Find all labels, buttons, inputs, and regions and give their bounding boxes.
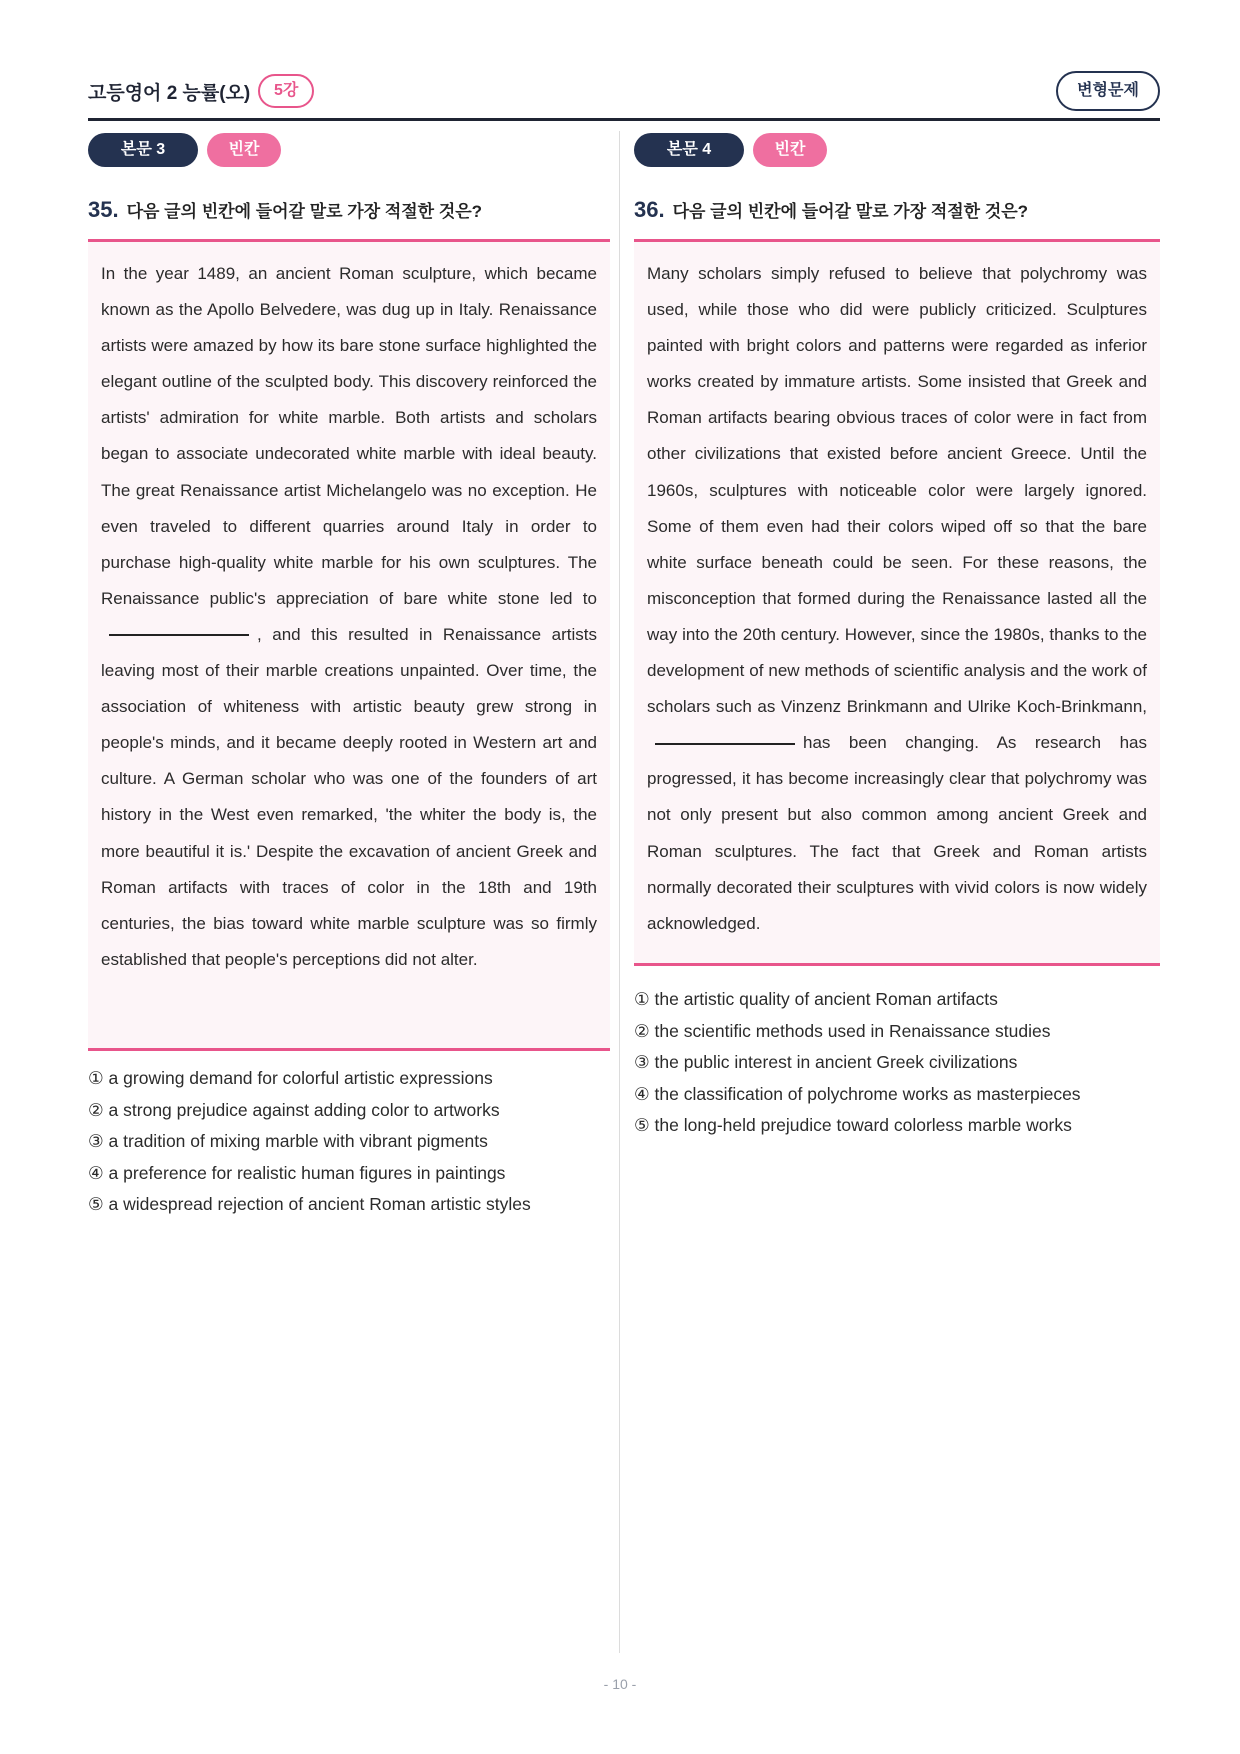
blank-tag: 빈칸	[207, 133, 281, 167]
tag-row	[88, 131, 610, 169]
choice-2[interactable]: ② the scientific methods used in Renaissance studies	[634, 1020, 1051, 1041]
question-prompt: 다음 글의 빈칸에 들어갈 말로 가장 적절한 것은?	[672, 202, 1029, 221]
answer-choices	[88, 1063, 531, 1221]
blank-tag: 빈칸	[753, 133, 827, 167]
passage-text-before: Many scholars simply refused to believe that polychromy was used, while those who did were publicly criticized. Sculptures painted with bright colors and patterns were regarded as inferior works created by immature artists. Some insisted that Greek and Roman artifacts bearing obvious traces of color were in fact from other civilizations that existed before ancient Greece. Until the 1960s, sculptures with noticeable color were largely ignored. Some of them even had their colors wiped off so that the bare white surface beneath could be seen. For these reasons, the misconception that formed during the Renaissance lasted all the way into the 20th century. However, since the 1980s, thanks to the development of new methods of scientific analysis and the work of scholars such as Vinzenz Brinkmann and Ulrike Koch-Brinkmann,	[647, 264, 1147, 717]
question-heading	[634, 197, 1028, 223]
passage-bottom-rule	[634, 963, 1160, 966]
course-title: 고등영어 2 능률(오)	[88, 83, 251, 104]
tag-row	[634, 131, 1160, 169]
passage-bottom-rule	[88, 1048, 610, 1051]
choice-5[interactable]: ⑤ a widespread rejection of ancient Roman artistic styles	[88, 1194, 531, 1214]
passage-text-before: In the year 1489, an ancient Roman sculpture, which became known as the Apollo Belvedere, was dug up in Italy. Renaissance artists were amazed by how its bare stone surface highlighted the elegant outline of the sculpted body. This discovery reinforced the artists' admiration for white marble. Both artists and scholars began to associate undecorated white marble with ideal beauty. The great Renaissance artist Michelangelo was no exception. He even traveled to different quarries around Italy in order to purchase high-quality white marble for his own sculptures. The Renaissance public's appreciation of bare white stone led to	[101, 264, 597, 608]
passage-text-after: , and this resulted in Renaissance artists leaving most of their marble creations unpainted. Over time, the association of whiteness with artistic beauty grew strong in people's minds, and it became deeply rooted in Western art and culture. A German scholar who was one of the founders of art history in the West even remarked, 'the whiter the body is, the more beautiful it is.' Despite the excavation of ancient Greek and Roman artifacts with traces of color in the 18th and 19th centuries, the bias toward white marble sculpture was so firmly established that people's perceptions did not alter.	[101, 624, 597, 969]
answer-blank	[109, 634, 249, 636]
choice-1[interactable]: ① the artistic quality of ancient Roman artifacts	[634, 989, 998, 1009]
page-header	[88, 66, 1160, 120]
passage	[634, 242, 1160, 963]
answer-blank	[655, 743, 795, 745]
choice-5[interactable]: ⑤ the long-held prejudice toward colorless marble works	[634, 1115, 1072, 1135]
choice-2[interactable]: ② a strong prejudice against adding color to artworks	[88, 1099, 500, 1120]
passage-tag: 본문 3	[88, 133, 198, 167]
passage-tag: 본문 4	[634, 133, 744, 167]
choice-3[interactable]: ③ the public interest in ancient Greek civilizations	[634, 1052, 1018, 1072]
choice-1[interactable]: ① a growing demand for colorful artistic expressions	[88, 1068, 493, 1088]
question-heading	[88, 197, 482, 223]
question-number: 35.	[88, 197, 119, 222]
choice-4[interactable]: ④ the classification of polychrome works as masterpieces	[634, 1083, 1081, 1104]
column-divider	[619, 131, 620, 1653]
type-badge: 변형문제	[1056, 71, 1160, 111]
header-rule	[88, 118, 1160, 121]
question-35	[88, 131, 610, 1214]
lesson-badge: 5강	[258, 74, 314, 108]
choice-4[interactable]: ④ a preference for realistic human figures in paintings	[88, 1162, 506, 1183]
page-number: - 10 -	[603, 1676, 637, 1692]
answer-choices	[634, 984, 1081, 1142]
question-36	[634, 131, 1160, 1135]
question-number: 36.	[634, 197, 665, 222]
passage	[88, 242, 610, 1048]
passage-text-after: has been changing. As research has progressed, it has become increasingly clear that polychromy was not only present but also common among ancient Greek and Roman sculptures. The fact that Greek and Roman artists normally decorated their sculptures with vivid colors is now widely acknowledged.	[647, 733, 1147, 933]
choice-3[interactable]: ③ a tradition of mixing marble with vibrant pigments	[88, 1131, 488, 1151]
question-prompt: 다음 글의 빈칸에 들어갈 말로 가장 적절한 것은?	[126, 202, 483, 221]
